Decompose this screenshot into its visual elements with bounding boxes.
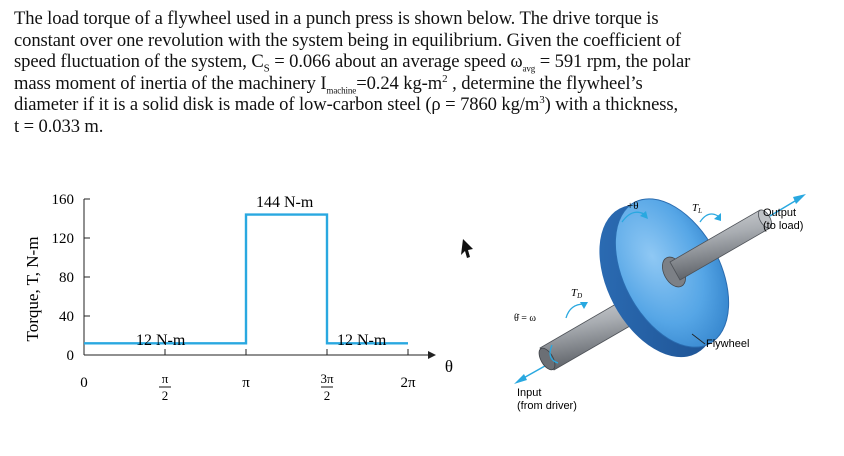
x-tick-label-denominator: 2 xyxy=(161,388,169,403)
problem-line-3: speed fluctuation of the system, $C_S = 0.066$ about an average speed $\omega_{avg} = 591$ rpm, the polar xyxy=(14,51,691,75)
y-tick-label: 120 xyxy=(51,231,74,247)
y-axis-label: Torque, T, N-m xyxy=(23,236,42,342)
cursor-arrow-icon xyxy=(461,239,473,258)
y-tick-label: 80 xyxy=(59,270,74,286)
annotation-144nm: 144 N-m xyxy=(256,194,314,211)
annotation-12nm-right: 12 N-m xyxy=(337,332,387,349)
x-tick-label: 0 xyxy=(80,375,88,391)
output-label-line2: (to load) xyxy=(763,220,804,232)
theta-label: +θ xyxy=(627,200,639,212)
input-axis-arrowhead xyxy=(514,374,527,384)
drive-torque-arrowhead xyxy=(580,302,588,309)
annotation-12nm-left: 12 N-m xyxy=(136,332,186,349)
tl-label: TL xyxy=(692,202,703,215)
omega-label: θ̇ = ω xyxy=(514,313,537,324)
x-tick-label: π xyxy=(242,375,250,391)
output-axis-arrowhead xyxy=(793,194,806,204)
output-label-line1: Output xyxy=(763,207,797,219)
problem-line-2: constant over one revolution with the system being in equilibrium. Given the coefficient of xyxy=(14,29,682,51)
y-tick-label: 0 xyxy=(66,348,74,364)
y-tick-label: 160 xyxy=(51,192,74,208)
input-label-line2: (from driver) xyxy=(517,400,577,412)
x-tick-label: 2π xyxy=(400,375,416,391)
problem-line-6: t = 0.033 m. xyxy=(14,115,104,137)
problem-line-5: diameter if it is a solid disk is made of low-carbon steel (ρ = 7860 $kg/m^3$) with a thickness, xyxy=(14,94,679,116)
y-tick-label: 40 xyxy=(59,309,74,325)
drive-torque-arrow-icon xyxy=(566,304,584,318)
problem-line-4: mass moment of inertia of the machinery $I_{machine}=0.24$ $kg-m^2$ , determine the flywheel’s xyxy=(14,72,643,96)
td-label: TD xyxy=(571,287,583,300)
x-axis-label: θ xyxy=(444,357,454,376)
input-label-line1: Input xyxy=(517,387,542,399)
problem-line-1: The load torque of a flywheel used in a punch press is shown below. The drive torque is xyxy=(14,8,659,29)
x-tick-label-numerator: π xyxy=(161,371,169,386)
x-tick-label-numerator: 3π xyxy=(320,371,334,386)
flywheel-label: Flywheel xyxy=(706,338,750,350)
x-tick-label-denominator: 2 xyxy=(323,388,331,403)
